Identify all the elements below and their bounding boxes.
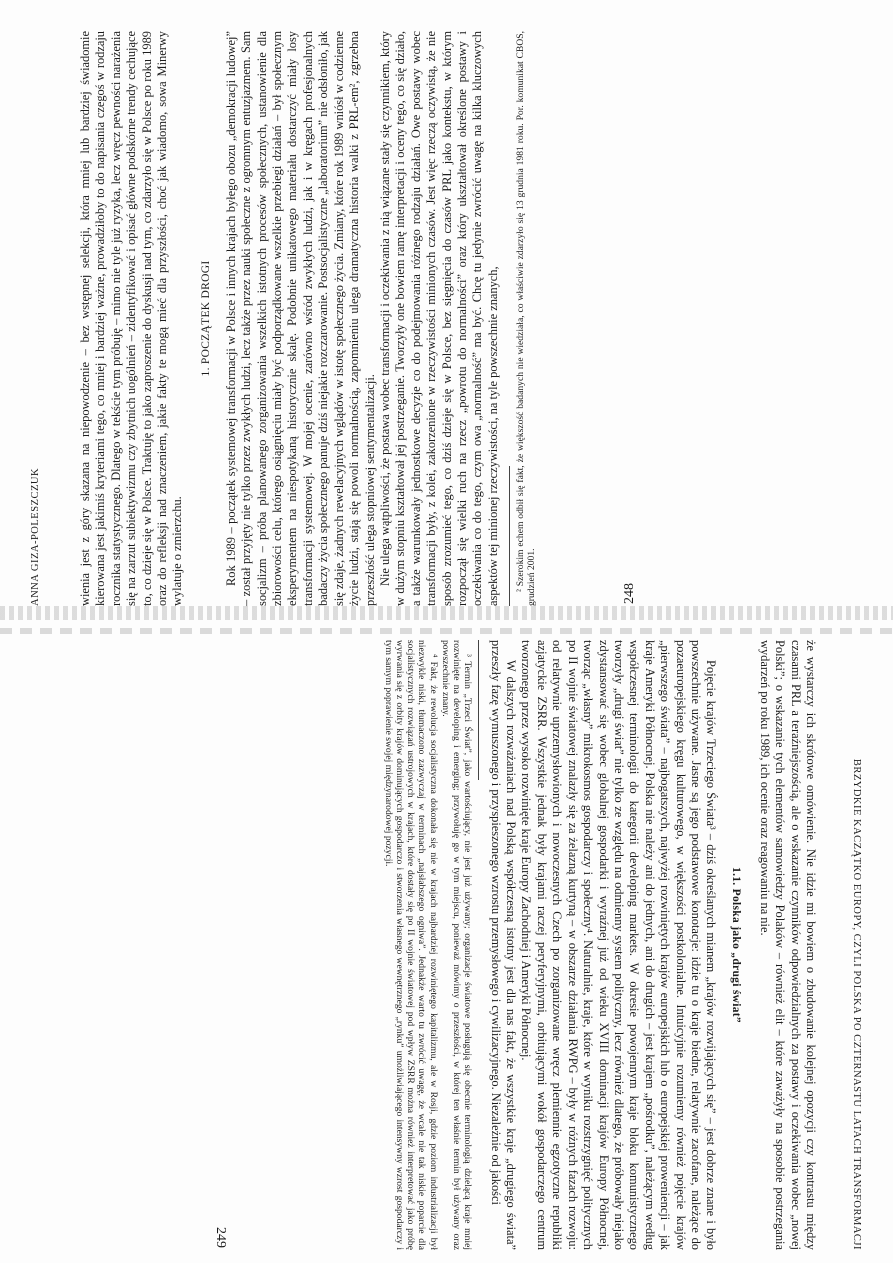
page-number: 248	[622, 583, 637, 604]
footnote-rule	[509, 466, 510, 606]
page-249	[214, 640, 862, 1250]
paragraph: W dalszych rozważaniach nad Polską współczesną istotny jest dla nas fakt, że wszystkie kraje „drugiego świata” przeszły fazę wymuszonego i przyspieszonego wzrostu przemysłowego i cywilizacyjnego. Niezależnie od jakości	[488, 640, 519, 1250]
paragraph: Nie ulega wątpliwości, że postawa wobec transformacji i oczekiwania z nią wiązane stały się czynnikiem, który w dużym stopniu kształtował jej postrzeganie. Tworzyły one bowiem ramę interpretacji i oceny tego, co się działo, a także warunkowały jednostkowe decyzje co do podejmowania różnego rodzaju działań. Owe postawy wobec transformacji były, z kolei, zakorzenione w rzeczywistości minionych czasów. Jest więc rzeczą oczywistą, że nie sposób zrozumieć tego, co dziś dzieje się w Polsce, bez sięgnięcia do czasów PRL jako kontekstu, w którym rozpoczął się wielki ruch na rzecz „powrotu do normalności” oraz który ukształtował określone postawy i oczekiwania co do tego, czym owa „normalność” ma być. Chcę tu jedynie zwrócić uwagę na kilka kluczowych aspektów tej minionej rzeczywistości, na tyle powszechnie znanych,	[377, 31, 500, 606]
section-heading: 1.1. Polska jako „drugi świat”	[730, 867, 743, 1023]
paragraph: Rok 1989 – początek systemowej transformacji w Polsce i innych krajach byłego obozu „demokracji ludowej” – został przyjęty nie tylko przez zwykłych ludzi, lecz także przez nauki społeczne z ogromnym entuzjazmem. Sam socjalizm – próba planowanego zorganizowania wszelkich istotnych procesów społecznych, ustanowienie dla zbiorowości celu, którego osiągnięciu miały być podporządkowane wszelkie przebiegi działań – był społecznym eksperymentem na niespotykaną historycznie skalę. Podobnie unikatowego materiału dostarczyć miały losy transformacji systemowej. W mojej ocenie, zarówno wśród zwykłych ludzi, jak i w kręgach profesjonalnych badaczy życia społecznego panuje dziś niejakie rozczarowanie. Postsocjalistyczne „laboratorium” nie odsłoniło, jak się zdaje, żadnych rewelacyjnych wglądów w istotę społecznego życia. Zmiany, które rok 1989 wniósł w codzienne życie ludzi, stają się powoli normalnością, zapomnieniu ulega dramatyczna historia walki z PRL-em², zgrzebna przeszłość ulega stopniowej sentymentalizacji.	[223, 31, 377, 606]
page-248	[30, 31, 636, 606]
paragraph: Pojęcie krajów Trzeciego Świata³ – dziś określanych mianem „krajów rozwijających się” – jest dobrze znane i było powszechnie używane. Jasne są jego podstawowe konotacje: idzie tu o kraje biedne, relatywnie zacofane, należące do pozaeuropejskiego kręgu kulturowego, w większości postkolonialne. Intuicyjnie rozumiemy również pojęcie krajów „pierwszego świata” – najbogatszych, najwyżej rozwiniętych krajów europejskich lub o europejskiej proweniencji – jak kraje Ameryki Północnej. Polska nie należy ani do jednych, ani do drugich – jest krajem „pośrodku”, należącym według współczesnej terminologii do kategorii developing markets. W okresie powojennym kraje bloku komunistycznego tworzyły „drugi świat” nie tylko ze względu na odmienny system polityczny, lecz również dlatego, że próbowały niejako zdystansować się wobec globalnej gospodarki i wyraźnej już od wieku XVIII dominacji krajów Europy Północnej, tworząc „własny” mikrokosmos gospodarczy i społeczny⁴. Naturalnie, kraje, które w wyniku rozstrzygnięć politycznych po II wojnie światowej znalazły się za żelazną kurtyną – w obszarze działania RWPG – były w różnych fazach rozwoju: od relatywnie uprzemysłowionych i nowoczesnych Czech po zorganizowane wręcz plemiennie egzotyczne republiki azjatyckie ZSRR. Wszystkie jednak były krajami raczej peryferyjnymi, orbitującymi wokół gospodarczego centrum tworzonego przez wysoko rozwinięte kraje Europy Zachodniej i Ameryki Północnej.	[519, 640, 719, 1250]
footnotes	[515, 31, 537, 606]
section-heading: 1. POCZĄTEK DROGI	[199, 260, 212, 377]
page-body	[78, 31, 539, 606]
footnotes	[383, 640, 474, 1250]
body-paragraphs	[487, 640, 718, 1250]
binding-gutter-edge	[0, 628, 893, 634]
footnote-rule	[478, 640, 479, 780]
footnote-4: ⁴ Fakt, że rewolucja socjalistyczna dokonała się nie w krajach najbardziej rozwiniętego kapitalizmu, ale w Rosji, gdzie poziom industrializacji był niezwykle niski, tłumaczono zazwyczaj w terminach „najsłabszego ogniwa”. Jednakże warto tu zwrócić uwagę, że wcale nie tak niskie poparcie dla socjalistycznych rozwiązań ustrojowych w krajach, które dostały się po II wojnie światowej pod wpływ ZSRR można również interpretować jako próbę wyrwania się z orbity krajów dominujących gospodarczo i stworzenia własnego wewnętrznego „rynku” umożliwiającego intensywny wzrost gospodarczy i tym samym poprawienie swojej międzynarodowej pozycji.	[382, 640, 439, 1250]
intro-text: wienia jest z góry skazana na niepowodzenie – bez wstępnej selekcji, która mniej lub bardziej świadomie kierowana jest jakimiś kryteriami tego, co mniej i bardziej ważne, prowadziłoby to do napisania czegoś w rodzaju rocznika statystycznego. Dlatego w tekście tym próbuję – mimo nie tyle już ryzyka, lecz wręcz pewności narażenia się na zarzut subiektywizmu czy zbytnich uogólnień – zidentyfikować i opisać główne podskórne trendy cechujące to, co dzieje się w Polsce. Traktuję to jako zaproszenie do dyskusji nad tym, co zdarzyło się w Polsce po roku 1989 oraz do refleksji nad znaczeniem, jakie fakty te mogą mieć dla przyszłości, choć jak wiadomo, sowa Minerwy wylatuje o zmierzchu.	[78, 31, 185, 606]
running-header	[848, 640, 862, 1250]
running-header	[30, 31, 44, 606]
footnote-3: ³ Termin „Trzeci Świat”, jako wartościujący, nie jest już używany; organizacje światowe posługują się obecnie terminologią dzielącą kraje mniej rozwinięte na developing i emerging; przywołuję go w tym miejscu, ponieważ mówimy o przeszłości, w której ten właśnie termin był używany oraz powszechnie znany.	[439, 640, 474, 1250]
intro-paragraph	[756, 640, 818, 1250]
intro-paragraph	[78, 31, 186, 606]
header-author: ANNA GIZA-POLESZCZUK	[30, 467, 41, 606]
binding-gutter	[0, 606, 893, 620]
page-number: 249	[213, 1227, 228, 1248]
header-title: BRZYDKIE KACZĄTKO EUROPY, CZYLI POLSKA PO CZTERNASTU LATACH TRANSFORMACJI	[851, 758, 862, 1250]
page-body	[382, 640, 818, 1250]
body-paragraphs	[224, 31, 501, 606]
intro-text: że wystarczy ich skrótowe omówienie. Nie idzie mi bowiem o zbudowanie kolejnej opozycji czy kontrastu między czasami PRL a teraźniejszością, ale o wskazanie czynników odpowiedzialnych za postawy i oczekiwania wobec „nowej Polski”; o wskazanie tych elementów samowiedzy Polaków – również elit – które zaważyły na sposobie postrzegania wydarzeń po roku 1989, ich ocenie oraz reagowaniu na nie.	[757, 640, 818, 1250]
footnote-2: ² Szerokim echem odbił się fakt, że większość badanych nie wiedziała, co właściwie zdarzyło się 13 grudnia 1981 roku. Por. komunikat CBOS, grudzień 2001.	[515, 31, 538, 606]
